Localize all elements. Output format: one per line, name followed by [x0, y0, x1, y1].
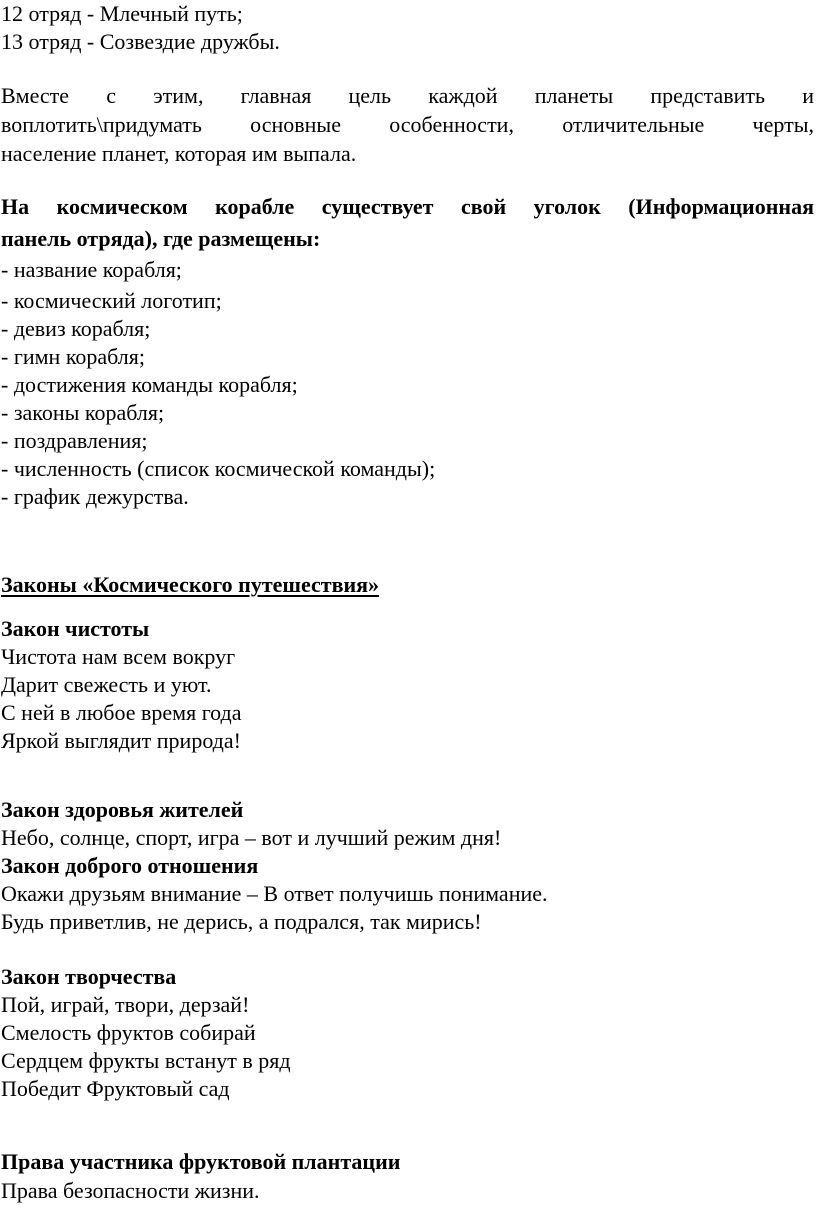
- intro-line-13: 13 отряд - Созвездие дружбы.: [1, 29, 280, 54]
- rights-heading: Права участника фруктовой плантации: [1, 1149, 401, 1174]
- rights-line: Права безопасности жизни.: [1, 1178, 260, 1203]
- law-line: Будь приветлив, не дерись, а подрался, так мирись!: [1, 909, 482, 934]
- poem-line: Победит Фруктовый сад: [1, 1076, 230, 1101]
- list-item: - космический логотип;: [1, 288, 222, 313]
- list-item: - девиз корабля;: [1, 316, 151, 341]
- poem-line: Чистота нам всем вокруг: [1, 644, 236, 669]
- law-heading-cleanliness: Закон чистоты: [1, 616, 150, 641]
- list-item: - гимн корабля;: [1, 344, 146, 369]
- list-item: - график дежурства.: [1, 484, 189, 509]
- list-item: - законы корабля;: [1, 400, 165, 425]
- info-panel-heading: панель отряда), где размещены:: [1, 226, 321, 251]
- poem-line: Дарит свежесть и уют.: [1, 672, 212, 697]
- poem-line: С ней в любое время года: [1, 700, 242, 725]
- list-item: - достижения команды корабля;: [1, 372, 298, 397]
- poem-line: Яркой выглядит природа!: [1, 728, 241, 753]
- law-heading-creativity: Закон творчества: [1, 964, 177, 989]
- poem-line: Сердцем фрукты встанут в ряд: [1, 1048, 291, 1073]
- poem-line: Смелость фруктов собирай: [1, 1020, 256, 1045]
- law-line: Окажи друзьям внимание – В ответ получишь понимание.: [1, 881, 548, 906]
- law-heading-kindness: Закон доброго отношения: [1, 853, 259, 878]
- law-heading-health: Закон здоровья жителей: [1, 797, 244, 822]
- list-item: - поздравления;: [1, 428, 148, 453]
- list-item: - численность (список космической команды);: [1, 456, 436, 481]
- law-line: Небо, солнце, спорт, игра – вот и лучший режим дня!: [1, 825, 502, 850]
- paragraph-line: население планет, которая им выпала.: [1, 141, 357, 166]
- paragraph-line: воплотить\придумать основные особенности, отличительные черты,: [1, 112, 814, 137]
- paragraph-line: Вместе с этим, главная цель каждой планеты представить и: [1, 83, 814, 108]
- laws-title: Законы «Космического путешествия»: [1, 572, 380, 597]
- list-item: - название корабля;: [1, 257, 182, 282]
- poem-line: Пой, играй, твори, дерзай!: [1, 992, 250, 1017]
- intro-line-12: 12 отряд - Млечный путь;: [1, 1, 243, 26]
- info-panel-heading: На космическом корабле существует свой уголок (Информационная: [1, 194, 814, 219]
